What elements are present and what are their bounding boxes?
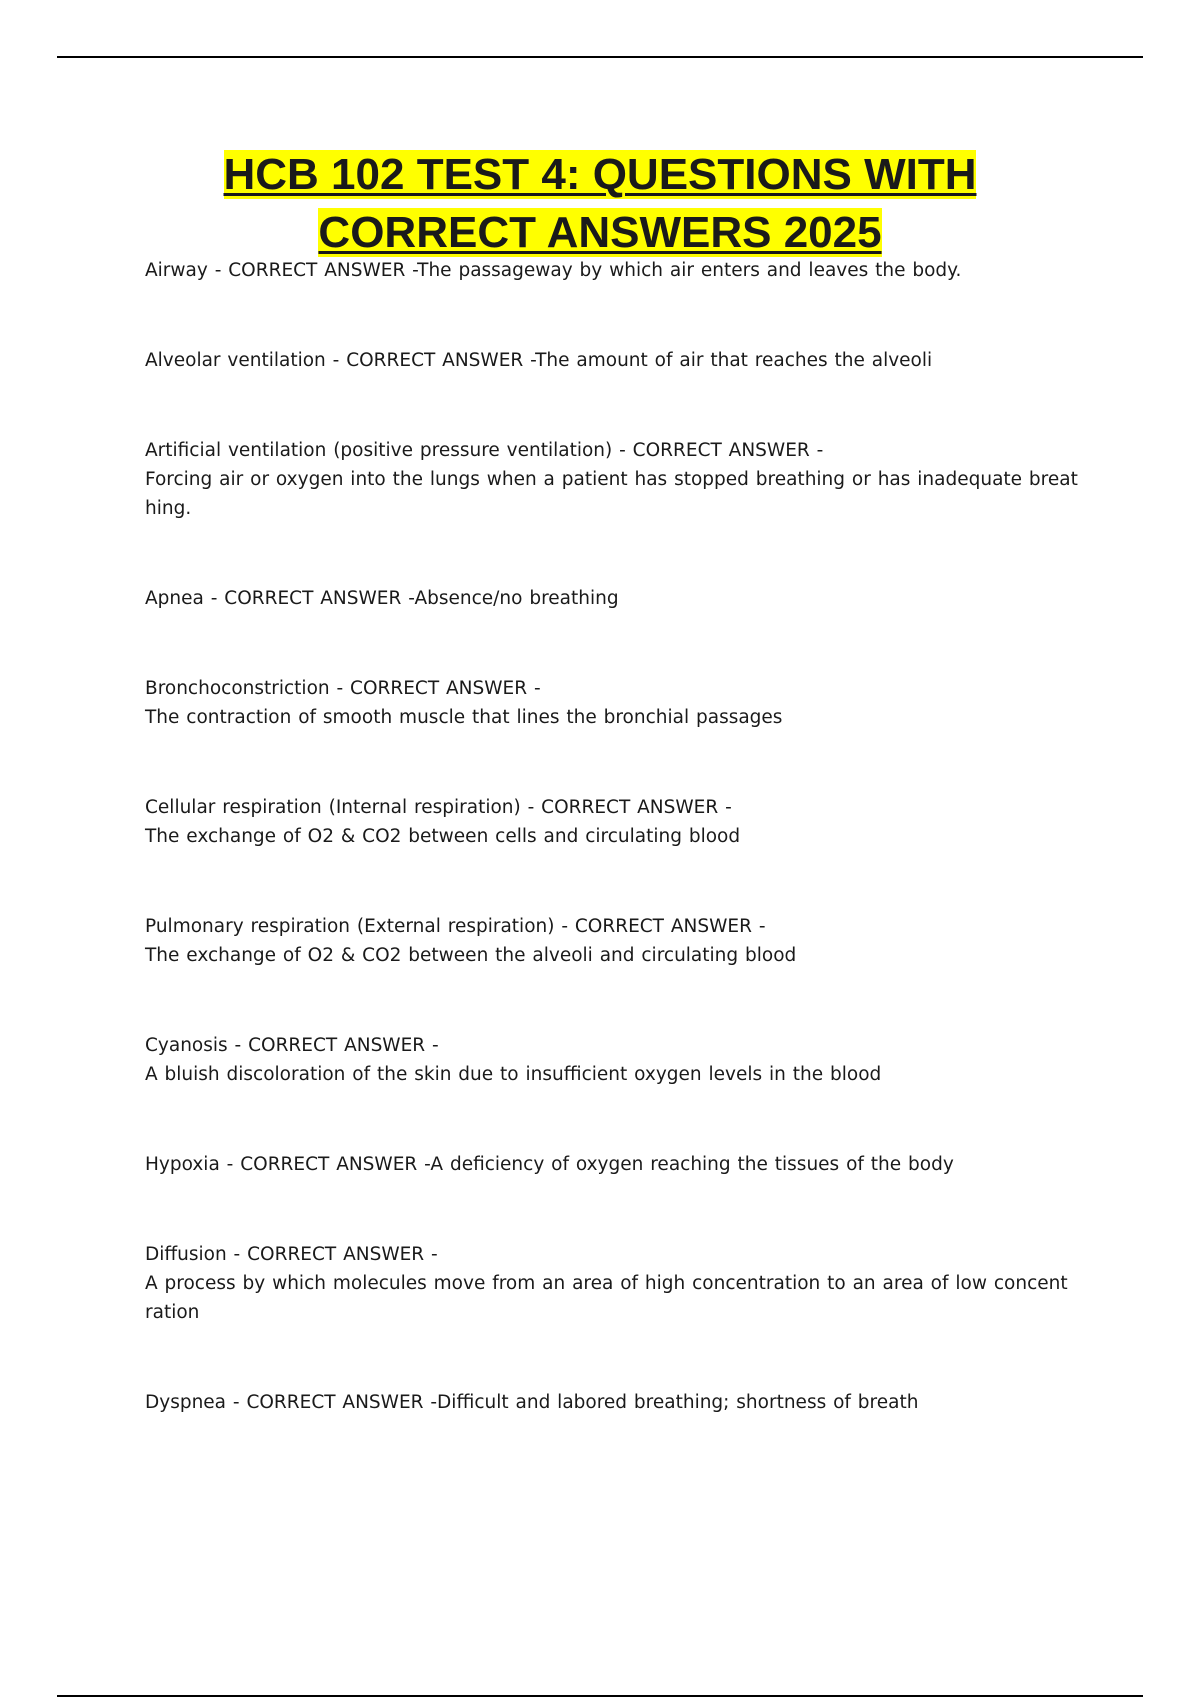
qa-item-diffusion: [145, 1240, 1085, 1327]
bottom-rule: [57, 1695, 1143, 1697]
qa-line: Pulmonary respiration (External respiration) - CORRECT ANSWER -: [145, 916, 766, 937]
qa-line: The contraction of smooth muscle that lines the bronchial passages: [145, 707, 783, 728]
qa-line: hing.: [145, 498, 192, 519]
qa-line: Cyanosis - CORRECT ANSWER -: [145, 1035, 439, 1056]
qa-line: The exchange of O2 & CO2 between the alveoli and circulating blood: [145, 945, 797, 966]
document-title: [100, 146, 1100, 262]
qa-item-dyspnea: [145, 1388, 1085, 1417]
qa-line: Cellular respiration (Internal respiration) - CORRECT ANSWER -: [145, 797, 732, 818]
qa-item-pulmonary-respiration: [145, 912, 1085, 970]
top-rule: [57, 56, 1143, 58]
qa-item-apnea: [145, 584, 1085, 613]
qa-line: Bronchoconstriction - CORRECT ANSWER -: [145, 678, 541, 699]
qa-line: Airway - CORRECT ANSWER -The passageway by which air enters and leaves the body.: [145, 260, 962, 281]
qa-line: The exchange of O2 & CO2 between cells and circulating blood: [145, 826, 741, 847]
qa-line: Alveolar ventilation - CORRECT ANSWER -The amount of air that reaches the alveoli: [145, 350, 933, 371]
title-line-2: CORRECT ANSWERS 2025: [318, 208, 882, 257]
qa-list: [145, 256, 1085, 1478]
qa-item-artificial-ventilation: [145, 436, 1085, 523]
qa-item-cellular-respiration: [145, 793, 1085, 851]
qa-line: Hypoxia - CORRECT ANSWER -A deficiency of oxygen reaching the tissues of the body: [145, 1154, 954, 1175]
qa-line: Artificial ventilation (positive pressure ventilation) - CORRECT ANSWER -: [145, 440, 824, 461]
qa-item-airway: [145, 256, 1085, 285]
qa-item-alveolar-ventilation: [145, 346, 1085, 375]
qa-line: ration: [145, 1302, 200, 1323]
qa-line: A bluish discoloration of the skin due to insufficient oxygen levels in the blood: [145, 1064, 882, 1085]
qa-line: Dyspnea - CORRECT ANSWER -Difficult and labored breathing; shortness of breath: [145, 1392, 919, 1413]
qa-line: A process by which molecules move from an area of high concentration to an area of low concent: [145, 1273, 1068, 1294]
qa-item-hypoxia: [145, 1150, 1085, 1179]
title-line-1: HCB 102 TEST 4: QUESTIONS WITH: [223, 150, 977, 199]
qa-line: Apnea - CORRECT ANSWER -Absence/no breathing: [145, 588, 619, 609]
qa-line: Diffusion - CORRECT ANSWER -: [145, 1244, 438, 1265]
qa-item-bronchoconstriction: [145, 674, 1085, 732]
qa-item-cyanosis: [145, 1031, 1085, 1089]
qa-line: Forcing air or oxygen into the lungs when a patient has stopped breathing or has inadequate breat: [145, 469, 1078, 490]
